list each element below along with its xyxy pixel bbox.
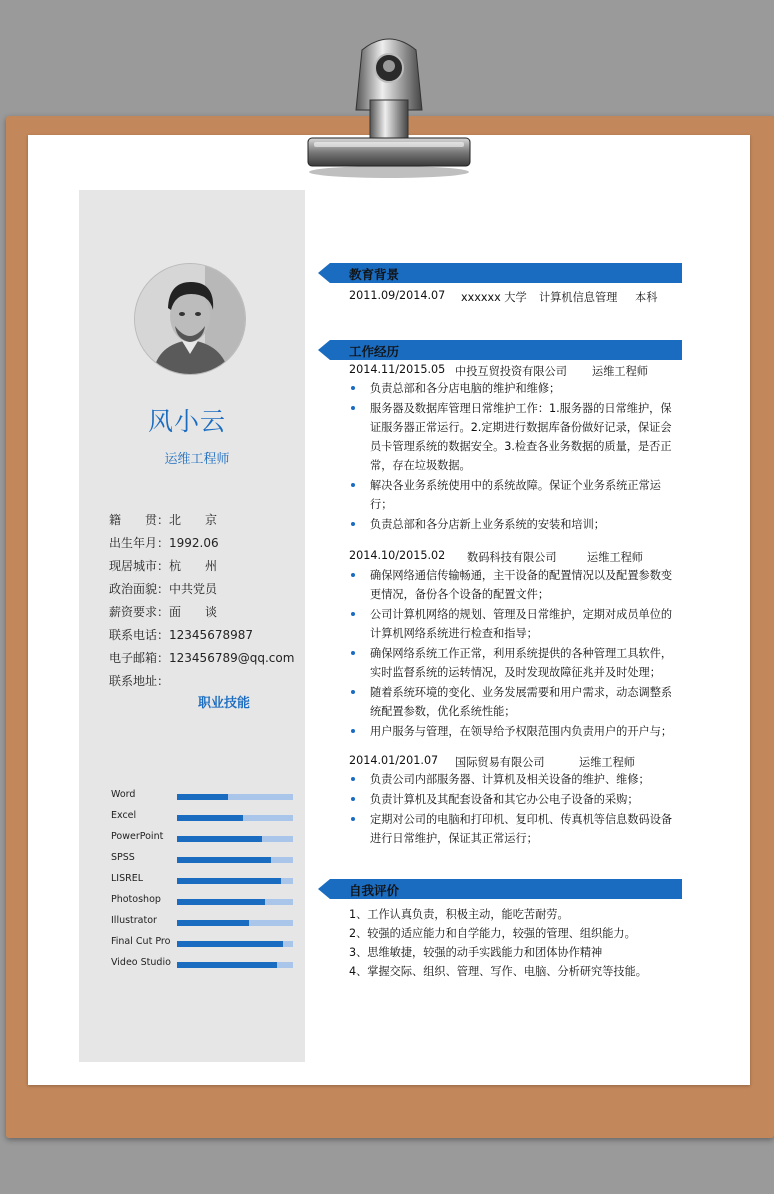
list-item: 2、较强的适应能力和自学能力，较强的管理、组织能力。	[349, 927, 636, 940]
skill-row: Video Studio	[111, 955, 301, 976]
portrait-image	[135, 264, 245, 374]
skills-title: 职业技能	[197, 696, 250, 711]
skill-row: LISREL	[111, 871, 301, 892]
list-item: 确保网络通信传输畅通，主干设备的配置情况以及配置参数变更情况，备份各个设备的配置文件；	[349, 566, 677, 604]
list-item: 负责公司内部服务器、计算机及相关设备的维护、维修；	[349, 770, 677, 789]
list-item: 公司计算机网络的规划、管理及日常维护，定期对成员单位的计算机网络系统进行检查和指导；	[349, 605, 677, 643]
info-row-email: 电子邮箱：123456789@qq.com	[109, 651, 295, 665]
list-item: 1、工作认真负责，积极主动，能吃苦耐劳。	[349, 908, 569, 921]
list-item: 负责计算机及其配套设备和其它办公电子设备的采购；	[349, 790, 677, 809]
skill-row: Photoshop	[111, 892, 301, 913]
skill-bar	[177, 815, 293, 821]
self-eval-heading: 自我评价	[318, 879, 682, 899]
list-item: 定期对公司的电脑和打印机、复印机、传真机等信息数码设备进行日常维护，保证其正常运行；	[349, 810, 677, 848]
list-item: 3、思维敏捷，较强的动手实践能力和团体协作精神	[349, 946, 603, 959]
skill-bar	[177, 941, 293, 947]
skill-bar	[177, 920, 293, 926]
profile-name: 风小云	[147, 407, 226, 436]
skill-row: SPSS	[111, 850, 301, 871]
info-row-hometown: 籍 贯：北 京	[109, 513, 218, 527]
skill-bar	[177, 857, 293, 863]
skill-bar	[177, 878, 293, 884]
skill-bar	[177, 899, 293, 905]
skill-row: Final Cut Pro	[111, 934, 301, 955]
info-row-address: 联系地址：	[109, 674, 170, 688]
job-3-duties	[349, 770, 677, 849]
skills-list	[111, 787, 301, 976]
avatar	[134, 263, 246, 375]
binder-clip-icon	[300, 30, 478, 180]
skill-row: Excel	[111, 808, 301, 829]
list-item: 负责总部和各分店电脑的维护和维修；	[349, 379, 677, 398]
skill-bar	[177, 836, 293, 842]
list-item: 服务器及数据库管理日常维护工作：1.服务器的日常维护，保证服务器正常运行。2.定期进行数据库备份做好记录，保证会员卡管理系统的数据安全。3.检查各业务数据的质量，是否正常，存在垃圾数据。	[349, 399, 677, 475]
job-2-duties	[349, 566, 677, 742]
skill-row: Illustrator	[111, 913, 301, 934]
job-1-duties	[349, 379, 677, 535]
list-item: 解决各业务系统使用中的系统故障。保证个业务系统正常运行；	[349, 476, 677, 514]
info-row-salary: 薪资要求：面 谈	[109, 605, 218, 619]
list-item: 4、掌握交际、组织、管理、写作、电脑、分析研究等技能。	[349, 965, 647, 978]
info-row-political: 政治面貌：中共党员	[109, 582, 218, 596]
info-row-city: 现居城市：杭 州	[109, 559, 218, 573]
list-item: 负责总部和各分店新上业务系统的安装和培训；	[349, 515, 677, 534]
info-row-phone: 联系电话：12345678987	[109, 628, 253, 642]
profile-title: 运维工程师	[164, 452, 230, 467]
info-row-birth: 出生年月：1992.06	[109, 536, 219, 550]
skill-bar	[177, 794, 293, 800]
work-heading: 工作经历	[318, 340, 682, 360]
list-item: 用户服务与管理，在领导给予权限范围内负责用户的开户与；	[349, 722, 677, 741]
education-heading: 教育背景	[318, 263, 682, 283]
self-eval-list	[349, 905, 679, 981]
skill-row: Word	[111, 787, 301, 808]
skill-row: PowerPoint	[111, 829, 301, 850]
list-item: 随着系统环境的变化、业务发展需要和用户需求，动态调整系统配置参数，优化系统性能；	[349, 683, 677, 721]
personal-info	[109, 511, 304, 695]
skill-bar	[177, 962, 293, 968]
list-item: 确保网络系统工作正常，利用系统提供的各种管理工具软件，实时监督系统的运转情况，及时发现故障征兆并及时处理；	[349, 644, 677, 682]
